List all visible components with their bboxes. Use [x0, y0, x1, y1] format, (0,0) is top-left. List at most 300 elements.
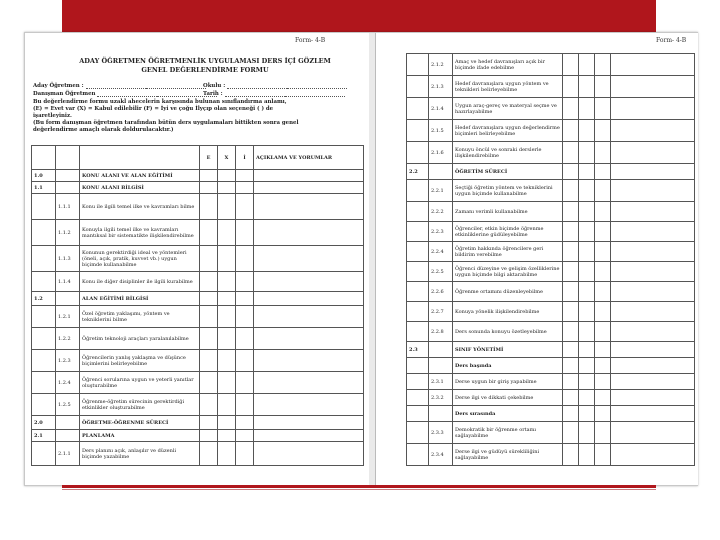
comment-cell[interactable] — [254, 194, 364, 220]
rating-checkbox-cell[interactable] — [579, 180, 595, 202]
table-row — [407, 302, 695, 322]
comment-cell[interactable] — [254, 416, 364, 430]
rating-checkbox-cell[interactable] — [218, 416, 236, 430]
row-number: 1.1.1 — [56, 194, 80, 220]
form-title-line1: ADAY ÖĞRETMEN ÖĞRETMENLİK UYGULAMASI DERS İÇİ GÖZLEM — [79, 57, 331, 65]
row-criterion-text: KONU ALANI VE ALAN EĞİTİMİ — [80, 170, 200, 182]
table-row — [407, 444, 695, 466]
row-number: 2.3.2 — [429, 390, 453, 406]
row-subnumber-cell — [56, 182, 80, 194]
rating-checkbox-cell[interactable] — [236, 372, 254, 394]
table-row — [407, 180, 695, 202]
rating-checkbox-cell[interactable] — [200, 430, 218, 442]
rating-checkbox-cell[interactable] — [563, 302, 579, 322]
row-number-cell — [407, 98, 429, 120]
rating-checkbox-cell[interactable] — [595, 444, 611, 466]
rating-checkbox-cell[interactable] — [579, 76, 595, 98]
rating-checkbox-cell[interactable] — [218, 350, 236, 372]
rating-checkbox-cell[interactable] — [236, 194, 254, 220]
table-row — [407, 342, 695, 358]
table-row — [407, 222, 695, 242]
row-criterion-text: ALAN EĞİTİMİ BİLGİSİ — [80, 292, 200, 306]
row-criterion-text: ÖĞRETİM SÜRECİ — [453, 164, 563, 180]
rating-checkbox-cell[interactable] — [563, 262, 579, 282]
rating-checkbox-cell[interactable] — [579, 164, 595, 180]
rating-checkbox-cell[interactable] — [579, 54, 595, 76]
instruction-line-3: işaretleyiniz. — [33, 113, 72, 119]
row-number-cell — [407, 302, 429, 322]
table-row — [32, 442, 364, 466]
table-row — [407, 262, 695, 282]
row-criterion-text: Öğrenciler, etkin biçimde öğrenme etkinliklerine güdüleyebilme — [453, 222, 563, 242]
rating-checkbox-cell[interactable] — [563, 164, 579, 180]
row-criterion-text: PLANLAMA — [80, 430, 200, 442]
comment-cell[interactable] — [611, 76, 695, 98]
row-criterion-text: ÖĞRETME-ÖĞRENME SÜRECİ — [80, 416, 200, 430]
rating-checkbox-cell[interactable] — [200, 394, 218, 416]
table-row — [407, 282, 695, 302]
row-criterion-text: Ders başında — [453, 358, 563, 374]
rating-checkbox-cell[interactable] — [579, 406, 595, 422]
comment-cell[interactable] — [611, 390, 695, 406]
row-number-cell — [407, 358, 429, 374]
row-criterion-text: Konuyu öncül ve sonraki derslerle ilişkilendirebilme — [453, 142, 563, 164]
rating-checkbox-cell[interactable] — [218, 442, 236, 466]
row-number: 1.2.3 — [56, 350, 80, 372]
row-number-cell — [407, 180, 429, 202]
rating-checkbox-cell[interactable] — [200, 194, 218, 220]
row-criterion-text: Seçtiği öğretim yöntem ve tekniklerini uygun biçimde kullanabilme — [453, 180, 563, 202]
table-row — [32, 394, 364, 416]
comment-cell[interactable] — [611, 54, 695, 76]
row-number-cell — [407, 422, 429, 444]
table-row — [407, 142, 695, 164]
document-image-frame — [24, 32, 698, 486]
row-number — [429, 406, 453, 422]
rating-checkbox-cell[interactable] — [236, 442, 254, 466]
row-criterion-text: Amaç ve hedef davranışları açık bir biçimde ifade edebilme — [453, 54, 563, 76]
rating-checkbox-cell[interactable] — [595, 180, 611, 202]
rating-checkbox-cell[interactable] — [563, 322, 579, 342]
rating-checkbox-cell[interactable] — [218, 182, 236, 194]
row-number-cell — [407, 242, 429, 262]
table-row — [32, 194, 364, 220]
table-row — [32, 182, 364, 194]
rating-checkbox-cell[interactable] — [595, 282, 611, 302]
rating-checkbox-cell[interactable] — [218, 372, 236, 394]
rating-checkbox-cell[interactable] — [579, 282, 595, 302]
row-number: 2.2.1 — [429, 180, 453, 202]
table-row — [32, 246, 364, 272]
rating-checkbox-cell[interactable] — [579, 302, 595, 322]
row-number-cell — [32, 220, 56, 246]
row-criterion-text: Öğrencilerin yanlış yaklaşma ve düşünce biçimlerini belirleyebilme — [80, 350, 200, 372]
row-number-cell — [407, 142, 429, 164]
rating-checkbox-cell[interactable] — [218, 170, 236, 182]
row-criterion-text: Konuyla ilgili temel ilke ve kavramları mantıksal bir sistematikte ilişkilendirebilme — [80, 220, 200, 246]
row-number: 2.1.6 — [429, 142, 453, 164]
rating-checkbox-cell[interactable] — [563, 444, 579, 466]
evaluation-table-right — [406, 53, 695, 466]
rating-checkbox-cell[interactable] — [200, 328, 218, 350]
comment-cell[interactable] — [254, 170, 364, 182]
rating-checkbox-cell[interactable] — [563, 98, 579, 120]
row-number: 1.0 — [32, 170, 56, 182]
row-number: 2.1.3 — [429, 76, 453, 98]
row-criterion-text: Öğretim teknoloji araçları yaralanılabilme — [80, 328, 200, 350]
table-row — [407, 164, 695, 180]
row-number: 2.3.3 — [429, 422, 453, 444]
rating-checkbox-cell[interactable] — [579, 242, 595, 262]
row-number-cell — [32, 372, 56, 394]
comment-cell[interactable] — [611, 374, 695, 390]
comment-cell[interactable] — [254, 292, 364, 306]
rating-checkbox-cell[interactable] — [200, 306, 218, 328]
comment-cell[interactable] — [611, 98, 695, 120]
row-criterion-text: SINIF YÖNETİMİ — [453, 342, 563, 358]
row-criterion-text: Konu ile ilgili temel ilke ve kavramları bilme — [80, 194, 200, 220]
rating-checkbox-cell[interactable] — [563, 54, 579, 76]
rating-checkbox-cell[interactable] — [218, 430, 236, 442]
rating-checkbox-cell[interactable] — [563, 242, 579, 262]
table-row — [407, 390, 695, 406]
rating-checkbox-cell[interactable] — [595, 202, 611, 222]
instruction-line-5: değerlendirme amaçlı olarak doldurulacaktır.) — [33, 127, 174, 133]
rating-checkbox-cell[interactable] — [595, 322, 611, 342]
comment-cell[interactable] — [611, 422, 695, 444]
row-criterion-text: Öğrenme ortamını düzenleyebilme — [453, 282, 563, 302]
rating-checkbox-cell[interactable] — [218, 246, 236, 272]
rating-checkbox-cell[interactable] — [595, 358, 611, 374]
row-criterion-text: Demokratik bir öğrenme ortamı sağlayabilme — [453, 422, 563, 444]
table-row — [407, 374, 695, 390]
row-number-cell — [407, 322, 429, 342]
rating-checkbox-cell[interactable] — [579, 142, 595, 164]
rating-checkbox-cell[interactable] — [236, 170, 254, 182]
rating-checkbox-cell[interactable] — [200, 220, 218, 246]
rating-checkbox-cell[interactable] — [563, 142, 579, 164]
rating-checkbox-cell[interactable] — [579, 358, 595, 374]
rating-checkbox-cell[interactable] — [200, 416, 218, 430]
rating-checkbox-cell[interactable] — [563, 202, 579, 222]
rating-checkbox-cell[interactable] — [218, 292, 236, 306]
comment-cell[interactable] — [611, 142, 695, 164]
rating-checkbox-cell[interactable] — [563, 76, 579, 98]
row-subnumber-cell — [56, 430, 80, 442]
rating-checkbox-cell[interactable] — [236, 430, 254, 442]
table-row — [32, 170, 364, 182]
left-form-page — [25, 33, 369, 485]
rating-checkbox-cell[interactable] — [595, 164, 611, 180]
row-number: 2.3.4 — [429, 444, 453, 466]
comment-cell[interactable] — [611, 322, 695, 342]
row-criterion-text: Hedef davranışlara uygun değerlendirme biçimleri belirleyebilme — [453, 120, 563, 142]
row-number-cell — [407, 444, 429, 466]
comment-cell[interactable] — [254, 442, 364, 466]
row-number: 2.1.1 — [56, 442, 80, 466]
comment-cell[interactable] — [611, 120, 695, 142]
rating-checkbox-cell[interactable] — [563, 422, 579, 444]
rating-checkbox-cell[interactable] — [579, 342, 595, 358]
rating-checkbox-cell[interactable] — [579, 374, 595, 390]
rating-checkbox-cell[interactable] — [200, 272, 218, 292]
comment-cell[interactable] — [611, 180, 695, 202]
rating-checkbox-cell[interactable] — [563, 342, 579, 358]
rating-checkbox-cell[interactable] — [595, 262, 611, 282]
instruction-line-1: Bu değerlendirme formu uzakl ahecelerin karşısında bulunan sınıflandırma anlamı, — [33, 99, 287, 105]
comment-cell[interactable] — [611, 282, 695, 302]
rating-checkbox-cell[interactable] — [236, 292, 254, 306]
row-number: 1.2 — [32, 292, 56, 306]
rating-checkbox-cell[interactable] — [200, 372, 218, 394]
comment-cell[interactable] — [254, 182, 364, 194]
row-number: 2.2.7 — [429, 302, 453, 322]
row-number-cell — [407, 390, 429, 406]
rating-checkbox-cell[interactable] — [218, 394, 236, 416]
row-criterion-text: Öğretim hakkında öğrencilere geri bildirim verebilme — [453, 242, 563, 262]
comment-cell[interactable] — [611, 164, 695, 180]
comment-cell[interactable] — [611, 444, 695, 466]
row-number: 1.1 — [32, 182, 56, 194]
row-number: 2.2.6 — [429, 282, 453, 302]
row-number-cell — [407, 406, 429, 422]
row-number: 1.2.5 — [56, 394, 80, 416]
rating-checkbox-cell[interactable] — [595, 302, 611, 322]
row-criterion-text: Konunun gerektirdiği ideal ve yöntemleri (öneli, açık, pratik, kuvvet vb.) uygun biçimde kullanabilme — [80, 246, 200, 272]
rating-checkbox-cell[interactable] — [595, 342, 611, 358]
rating-checkbox-cell[interactable] — [200, 350, 218, 372]
row-number: 2.2.2 — [429, 202, 453, 222]
rating-checkbox-cell[interactable] — [595, 98, 611, 120]
col-header-i: İ — [236, 146, 254, 170]
aday-ogretmen-label: Aday Öğretmen : — [33, 83, 206, 89]
table-row — [407, 242, 695, 262]
table-row — [407, 76, 695, 98]
row-number: 2.3 — [407, 342, 429, 358]
comment-cell[interactable] — [611, 222, 695, 242]
row-number-cell — [32, 328, 56, 350]
bottom-accent-line-thin — [62, 489, 656, 490]
row-criterion-text: Ders sırasında — [453, 406, 563, 422]
rating-checkbox-cell[interactable] — [218, 194, 236, 220]
comment-cell[interactable] — [254, 350, 364, 372]
row-subnumber-cell — [56, 292, 80, 306]
row-criterion-text: Öğrenci düzeyine ve gelişim özelliklerine uygun biçimde bilgi aktarabilme — [453, 262, 563, 282]
rating-checkbox-cell[interactable] — [563, 282, 579, 302]
comment-cell[interactable] — [611, 406, 695, 422]
row-criterion-text: Ders planını açık, anlaşılır ve düzenli biçimde yazabilme — [80, 442, 200, 466]
row-number: 1.2.4 — [56, 372, 80, 394]
rating-checkbox-cell[interactable] — [236, 306, 254, 328]
rating-checkbox-cell[interactable] — [595, 390, 611, 406]
row-number: 1.1.4 — [56, 272, 80, 292]
table-row — [407, 54, 695, 76]
rating-checkbox-cell[interactable] — [218, 272, 236, 292]
rating-checkbox-cell[interactable] — [563, 374, 579, 390]
comment-cell[interactable] — [254, 220, 364, 246]
rating-checkbox-cell[interactable] — [236, 394, 254, 416]
rating-checkbox-cell[interactable] — [563, 406, 579, 422]
rating-checkbox-cell[interactable] — [236, 350, 254, 372]
row-criterion-text: Hedef davranışlara uygun yöntem ve teknikleri belirleyebilme — [453, 76, 563, 98]
comment-cell[interactable] — [254, 372, 364, 394]
row-number-cell — [32, 194, 56, 220]
rating-checkbox-cell[interactable] — [563, 120, 579, 142]
rating-checkbox-cell[interactable] — [595, 120, 611, 142]
col-header-x: X — [218, 146, 236, 170]
rating-checkbox-cell[interactable] — [595, 406, 611, 422]
comment-cell[interactable] — [254, 430, 364, 442]
table-row — [407, 202, 695, 222]
rating-checkbox-cell[interactable] — [579, 98, 595, 120]
bottom-accent-line — [62, 485, 656, 488]
table-row — [407, 358, 695, 374]
comment-cell[interactable] — [254, 394, 364, 416]
rating-checkbox-cell[interactable] — [595, 374, 611, 390]
table-row — [32, 220, 364, 246]
row-subnumber-cell — [56, 416, 80, 430]
comment-cell[interactable] — [611, 342, 695, 358]
row-criterion-text: Derse ilgi ve güdüyü sürekliliğini sağlayabilme — [453, 444, 563, 466]
form-label-left: Form- 4-B — [295, 37, 326, 44]
rating-checkbox-cell[interactable] — [579, 120, 595, 142]
rating-checkbox-cell[interactable] — [579, 322, 595, 342]
table-row — [407, 120, 695, 142]
rating-checkbox-cell[interactable] — [595, 54, 611, 76]
table-row — [32, 272, 364, 292]
row-number: 2.0 — [32, 416, 56, 430]
rating-checkbox-cell[interactable] — [200, 442, 218, 466]
row-number-cell — [407, 76, 429, 98]
row-number: 2.3.1 — [429, 374, 453, 390]
top-accent-band — [62, 0, 656, 32]
rating-checkbox-cell[interactable] — [236, 328, 254, 350]
instruction-line-2: (E) = Evet var (X) = Kabul edilebilir (F) = İyi ve çoğu İlyçıp olan seçeneği ( ) de — [33, 106, 274, 112]
row-number-cell — [407, 202, 429, 222]
row-number-cell — [32, 306, 56, 328]
row-number-cell — [32, 394, 56, 416]
row-number: 2.1.5 — [429, 120, 453, 142]
table-row — [32, 328, 364, 350]
row-criterion-text: Zamanı verimli kullanabilme — [453, 202, 563, 222]
col-header-e: E — [200, 146, 218, 170]
okul-label: Okulu : — [203, 83, 347, 89]
row-number: 1.2.1 — [56, 306, 80, 328]
rating-checkbox-cell[interactable] — [563, 180, 579, 202]
comment-cell[interactable] — [611, 262, 695, 282]
rating-checkbox-cell[interactable] — [579, 262, 595, 282]
row-criterion-text: Derse ilgi ve dikkati çekebilme — [453, 390, 563, 406]
rating-checkbox-cell[interactable] — [236, 246, 254, 272]
row-number-cell — [32, 272, 56, 292]
row-criterion-text: Konuya yönelik ilişkilendirebilme — [453, 302, 563, 322]
row-number: 2.1 — [32, 430, 56, 442]
evaluation-table-left — [31, 145, 364, 466]
rating-checkbox-cell[interactable] — [236, 182, 254, 194]
row-number-cell — [32, 350, 56, 372]
comment-cell[interactable] — [254, 246, 364, 272]
rating-checkbox-cell[interactable] — [563, 390, 579, 406]
col-header-notes: AÇIKLAMA VE YORUMLAR — [254, 146, 364, 170]
rating-checkbox-cell[interactable] — [236, 416, 254, 430]
row-criterion-text: Derse uygun bir giriş yapabilme — [453, 374, 563, 390]
rating-checkbox-cell[interactable] — [236, 272, 254, 292]
row-number-cell — [32, 442, 56, 466]
row-criterion-text: Ders sonunda konuyu özetleyebilme — [453, 322, 563, 342]
rating-checkbox-cell[interactable] — [218, 306, 236, 328]
comment-cell[interactable] — [611, 302, 695, 322]
rating-checkbox-cell[interactable] — [579, 222, 595, 242]
row-number-cell — [407, 374, 429, 390]
row-number — [429, 358, 453, 374]
comment-cell[interactable] — [254, 328, 364, 350]
rating-checkbox-cell[interactable] — [579, 202, 595, 222]
comment-cell[interactable] — [611, 242, 695, 262]
rating-checkbox-cell[interactable] — [563, 358, 579, 374]
rating-checkbox-cell[interactable] — [579, 390, 595, 406]
row-number-cell — [32, 246, 56, 272]
rating-checkbox-cell[interactable] — [579, 422, 595, 444]
instruction-line-4: (Bu form danışman öğretmen tarafından bütün ders uygulamaları bittikten sonra genel — [33, 120, 299, 126]
comment-cell[interactable] — [611, 358, 695, 374]
table-header-row — [32, 146, 364, 170]
rating-checkbox-cell[interactable] — [595, 76, 611, 98]
rating-checkbox-cell[interactable] — [595, 242, 611, 262]
table-row — [32, 350, 364, 372]
row-number: 2.1.4 — [429, 98, 453, 120]
row-number-cell — [407, 262, 429, 282]
rating-checkbox-cell[interactable] — [563, 222, 579, 242]
rating-checkbox-cell[interactable] — [579, 444, 595, 466]
row-criterion-text: Öğrenme-öğretim sürecinin gerektirdiği etkinlikler oluşturabilme — [80, 394, 200, 416]
table-row — [407, 406, 695, 422]
table-row — [32, 372, 364, 394]
table-row — [32, 416, 364, 430]
row-number: 2.2.4 — [429, 242, 453, 262]
table-row — [32, 292, 364, 306]
comment-cell[interactable] — [254, 272, 364, 292]
table-row — [407, 422, 695, 444]
row-number: 1.1.3 — [56, 246, 80, 272]
row-number: 2.2 — [407, 164, 429, 180]
table-row — [407, 322, 695, 342]
row-criterion-text: KONU ALANI BİLGİSİ — [80, 182, 200, 194]
rating-checkbox-cell[interactable] — [200, 182, 218, 194]
danisman-label: Danışman Öğretmen — [33, 91, 217, 97]
table-row — [32, 430, 364, 442]
comment-cell[interactable] — [254, 306, 364, 328]
rating-checkbox-cell[interactable] — [218, 328, 236, 350]
table-row — [407, 98, 695, 120]
rating-checkbox-cell[interactable] — [200, 246, 218, 272]
rating-checkbox-cell[interactable] — [200, 170, 218, 182]
comment-cell[interactable] — [611, 202, 695, 222]
rating-checkbox-cell[interactable] — [595, 422, 611, 444]
row-number: 2.2.5 — [429, 262, 453, 282]
rating-checkbox-cell[interactable] — [218, 220, 236, 246]
rating-checkbox-cell[interactable] — [236, 220, 254, 246]
row-criterion-text: Öğrenci sorularına uygun ve yeterli yanıtlar oluşturabilme — [80, 372, 200, 394]
row-criterion-text: Uygun araç-gereç ve materyal seçme ve hazırlayabilme — [453, 98, 563, 120]
row-subnumber-cell — [56, 170, 80, 182]
row-number: 2.2.8 — [429, 322, 453, 342]
rating-checkbox-cell[interactable] — [595, 142, 611, 164]
table-row — [32, 306, 364, 328]
rating-checkbox-cell[interactable] — [595, 222, 611, 242]
rating-checkbox-cell[interactable] — [200, 292, 218, 306]
form-title-line2: GENEL DEĞERLENDİRME FORMU — [141, 66, 269, 74]
row-number-cell — [407, 120, 429, 142]
